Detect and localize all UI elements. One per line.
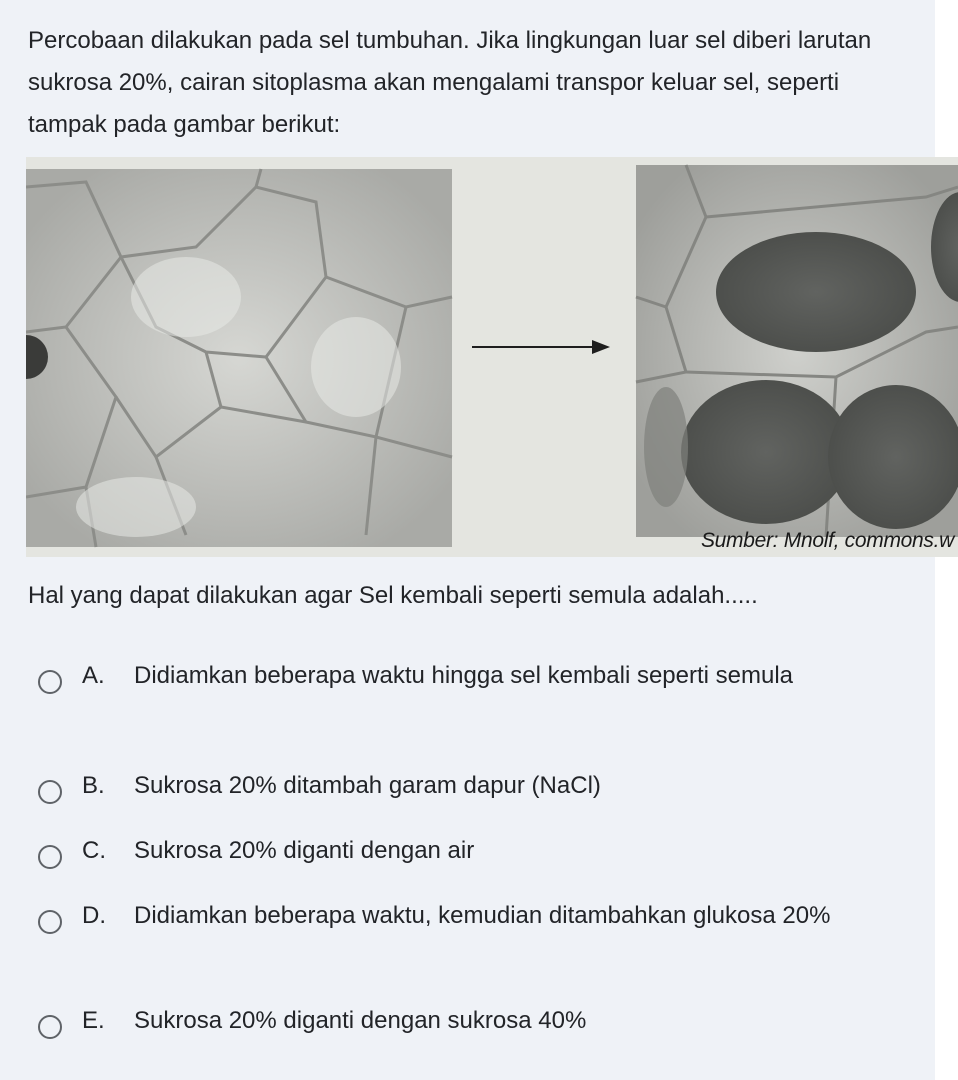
option-letter: E.: [82, 1007, 105, 1034]
option-e[interactable]: [38, 1000, 918, 1042]
option-c[interactable]: [38, 830, 918, 872]
option-letter: A.: [82, 662, 105, 689]
radio-b-icon[interactable]: [38, 780, 62, 804]
plasmolysis-figure: [26, 157, 958, 557]
radio-d-icon[interactable]: [38, 910, 62, 934]
option-letter: B.: [82, 772, 105, 799]
cell-micrographs: [26, 157, 958, 557]
radio-e-icon[interactable]: [38, 1015, 62, 1039]
radio-a-icon[interactable]: [38, 670, 62, 694]
option-text: Didiamkan beberapa waktu hingga sel kembali seperti semula: [134, 662, 794, 689]
option-a[interactable]: [38, 655, 918, 697]
option-b[interactable]: [38, 765, 918, 807]
plasmolysed-cells-image: [636, 165, 958, 537]
option-text: Sukrosa 20% ditambah garam dapur (NaCl): [134, 772, 601, 799]
option-text: Sukrosa 20% diganti dengan sukrosa 40%: [134, 1007, 587, 1034]
option-letter: D.: [82, 902, 106, 929]
normal-cells-image: [26, 169, 452, 547]
question-prompt: Hal yang dapat dilakukan agar Sel kembali seperti semula adalah.....: [28, 582, 758, 609]
transition-arrow: [472, 340, 610, 354]
option-text: Didiamkan beberapa waktu, kemudian ditambahkan glukosa 20%: [134, 902, 831, 929]
option-letter: C.: [82, 837, 106, 864]
option-text: Sukrosa 20% diganti dengan air: [134, 837, 475, 864]
option-d[interactable]: [38, 895, 918, 937]
question-text: Percobaan dilakukan pada sel tumbuhan. Jika lingkungan luar sel diberi larutan sukrosa 20%, cairan sitoplasma akan mengalami transpor keluar sel, seperti tampak pada gambar berikut:: [28, 27, 872, 138]
radio-c-icon[interactable]: [38, 845, 62, 869]
figure-caption: Sumber: Mnolf, commons.w: [700, 529, 954, 552]
